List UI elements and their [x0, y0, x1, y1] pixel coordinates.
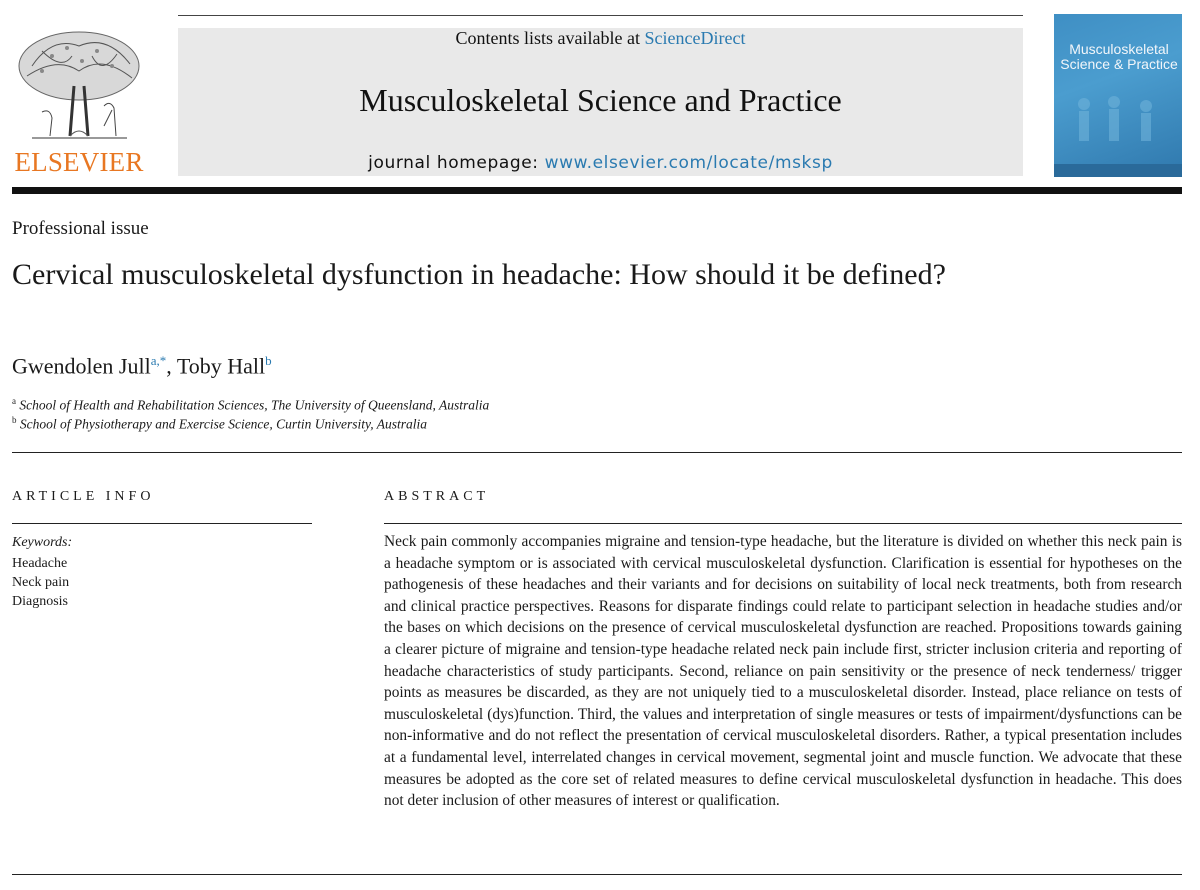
cover-figures-icon	[1054, 14, 1182, 177]
affiliation-mark: b	[12, 415, 17, 425]
abstract-text: Neck pain commonly accompanies migraine and tension-type headache, but the literature is divided on whether this neck pain is a headache symptom or is associated with cervical musculoskeletal dysfunction. Clarification is essential for hypotheses on the pathogenesis of these headaches and their variants and for decisions on suitability of local neck treatments, both from research and clinical practice perspectives. Reasons for disparate findings could relate to participant selection in headache studies and/or the bases on which decisions on the presence of cervical musculoskeletal dysfunction are reached. Propositions towards gaining a clearer picture of migraine and tension-type headache related neck pain include first, stricter inclusion criteria and reporting of headache characteristics of study participants. Second, reliance on pain sensitivity or the presence of neck tenderness/ trigger points as measures be discarded, as they are not uniquely tied to a musculoskeletal disorder. Instead, place reliance on tests of musculoskeletal (dys)function. Third, the values and interpretation of single measures or tests of impairment/dysfunctions can be non-informative and do not reflect the presentation of cervical musculoskeletal disorders. Rather, a typical presentation includes at a fundamental level, interrelated changes in cervical movement, segmental joint and muscle function. We advocate that these measures be adopted as the core set of related measures to define cervical musculoskeletal dysfunction in headache. This does not deter inclusion of other measures of interest or qualification.	[384, 533, 1182, 810]
publisher-name: ELSEVIER	[14, 147, 144, 177]
author-name: Gwendolen Jull	[12, 353, 151, 379]
author-affiliation-mark[interactable]: a,*	[150, 353, 167, 368]
affiliation-text: School of Health and Rehabilitation Sciences, The University of Queensland, Australia	[19, 397, 490, 413]
homepage-line	[178, 153, 1023, 173]
affiliation	[12, 415, 427, 433]
affiliation	[12, 396, 489, 414]
journal-homepage-link[interactable]: www.elsevier.com/locate/msksp	[544, 153, 833, 173]
abstract-rule	[384, 523, 1182, 524]
section-rule	[12, 452, 1182, 453]
author-list	[12, 353, 272, 379]
journal-title: Musculoskeletal Science and Practice	[359, 82, 842, 118]
journal-banner	[178, 28, 1023, 176]
keyword: Diagnosis	[12, 594, 68, 609]
sciencedirect-link[interactable]: ScienceDirect	[644, 28, 746, 48]
author-separator: ,	[166, 353, 177, 379]
article-type: Professional issue	[12, 218, 149, 239]
affiliation-mark: a	[12, 396, 16, 406]
keyword: Headache	[12, 556, 68, 571]
article-title: Cervical musculoskeletal dysfunction in headache: How should it be defined?	[12, 258, 946, 291]
article-info-heading: ARTICLE INFO	[12, 489, 155, 504]
elsevier-logo[interactable]	[12, 26, 146, 178]
journal-cover[interactable]	[1054, 14, 1182, 177]
affiliation-text: School of Physiotherapy and Exercise Science, Curtin University, Australia	[19, 416, 428, 432]
header-rule	[12, 187, 1182, 194]
bottom-rule	[12, 874, 1182, 875]
keyword-list	[12, 554, 69, 611]
cover-title: Musculoskeletal Science & Practice	[1060, 41, 1178, 72]
keyword: Neck pain	[12, 575, 70, 590]
tree-logo-icon	[12, 26, 146, 146]
contents-line	[178, 28, 1023, 49]
homepage-prefix: journal homepage:	[368, 153, 545, 173]
article-info-rule	[12, 523, 312, 524]
author-name: Toby Hall	[176, 353, 266, 379]
keywords-label: Keywords:	[12, 535, 73, 550]
author-affiliation-mark[interactable]: b	[265, 353, 272, 368]
contents-prefix: Contents lists available at	[455, 28, 645, 48]
abstract-heading: ABSTRACT	[384, 489, 490, 504]
top-rule	[178, 15, 1023, 16]
